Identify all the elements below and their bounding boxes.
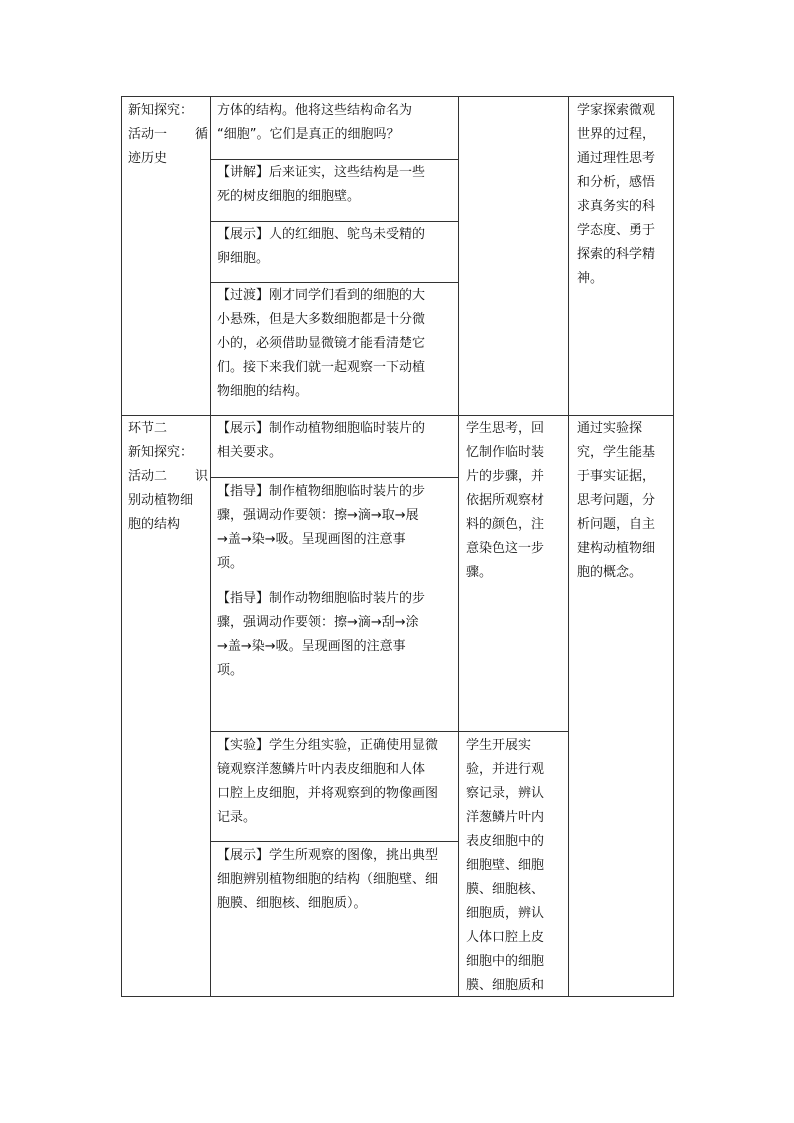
cell-divider <box>458 731 568 732</box>
text-line: 细胞质，辨认 <box>466 906 545 921</box>
text-line: 卵细胞。 <box>217 251 270 266</box>
text-line: 探索的科学精 <box>577 247 656 262</box>
text-line: 小的，必须借助显微镜才能看清楚它 <box>217 336 426 351</box>
cell-divider <box>210 841 458 842</box>
section-line: 别动植物细 <box>128 493 194 508</box>
text-line: 思考问题，分 <box>577 493 656 508</box>
text-line: 胞膜、细胞核、细胞质）。 <box>217 896 367 911</box>
text-line: 细胞辨别植物细胞的结构（细胞壁、细 <box>217 872 439 887</box>
text-line: 膜、细胞核、 <box>466 882 545 897</box>
section-line <box>128 465 208 489</box>
text-line: 相关要求。 <box>217 445 283 460</box>
text-line: 物细胞的结构。 <box>217 384 309 399</box>
text-line: 察记录，辨认 <box>466 786 545 801</box>
text-line: 【过渡】刚才同学们看到的细胞的大 <box>217 288 426 303</box>
teacher-activity-block <box>217 480 453 576</box>
text-line: 小悬殊，但是大多数细胞都是十分微 <box>217 312 426 327</box>
text-line: 洋葱鳞片叶内 <box>466 810 545 825</box>
text-line: 【实验】学生分组实验，正确使用显微 <box>217 738 439 753</box>
text-line: 【展示】学生所观察的图像，挑出典型 <box>217 848 439 863</box>
text-line: 世界的过程， <box>577 127 656 142</box>
column-divider-1 <box>210 97 211 996</box>
section-line: 新知探究： <box>128 103 194 118</box>
teacher-activity-block <box>217 223 453 271</box>
text-line: 项。 <box>217 663 244 678</box>
teacher-activity-block <box>217 284 453 404</box>
text-line: 口腔上皮细胞，并将观察到的物像画图 <box>217 786 439 801</box>
text-line: 意染色这一步 <box>466 541 545 556</box>
text-line: 学态度、勇于 <box>577 223 656 238</box>
text-line: 项。 <box>217 556 244 571</box>
text-line: 学家探索微观 <box>577 103 656 118</box>
text-line: 们。接下来我们就一起观察一下动植 <box>217 360 426 375</box>
cell-divider <box>210 221 458 222</box>
activity-label: 活动一 <box>128 127 168 142</box>
section-line: 环节二 <box>128 421 168 436</box>
cell-divider <box>210 159 458 160</box>
text-line: 和分析，感悟 <box>577 175 656 190</box>
text-line: 料的颜色，注 <box>466 517 545 532</box>
section-line <box>128 123 208 147</box>
text-line: 学生开展实 <box>466 738 532 753</box>
student-activity-block <box>466 417 564 585</box>
text-line: 细胞中的细胞 <box>466 954 545 969</box>
section-line: 新知探究： <box>128 445 194 460</box>
row2-section-label <box>128 417 208 537</box>
text-line: 究，学生能基 <box>577 445 656 460</box>
cell-divider <box>210 731 458 732</box>
text-line: 骤，强调动作要领：擦→滴→刮→涂 <box>217 615 419 630</box>
text-line: 骤，强调动作要领：擦→滴→取→展 <box>217 508 419 523</box>
text-line: 细胞壁、细胞 <box>466 858 545 873</box>
text-line: 方体的结构。他将这些结构命名为 <box>217 103 413 118</box>
design-intent-block <box>577 99 669 291</box>
text-line: 【讲解】后来证实，这些结构是一些 <box>217 165 426 180</box>
text-line: 【指导】制作动物细胞临时装片的步 <box>217 591 426 606</box>
text-line: 通过实验探 <box>577 421 643 436</box>
cell-divider <box>210 282 458 283</box>
text-line: 验，并进行观 <box>466 762 545 777</box>
text-line: 膜、细胞质和 <box>466 978 545 993</box>
activity-label: 循 <box>194 127 208 142</box>
text-line: 建构动植物细 <box>577 541 656 556</box>
text-line: 忆制作临时装 <box>466 445 545 460</box>
teacher-activity-block <box>217 99 453 147</box>
teacher-activity-block <box>217 587 453 683</box>
activity-label: 活动二 <box>128 469 168 484</box>
text-line: 死的树皮细胞的细胞壁。 <box>217 189 361 204</box>
text-line: 人体口腔上皮 <box>466 930 545 945</box>
teacher-activity-block <box>217 161 453 209</box>
column-divider-3 <box>568 97 569 996</box>
text-line: 学生思考，回 <box>466 421 545 436</box>
text-line: 【展示】制作动植物细胞临时装片的 <box>217 421 426 436</box>
teacher-activity-block <box>217 417 453 465</box>
text-line: 片的步骤，并 <box>466 469 545 484</box>
text-line: 表皮细胞中的 <box>466 834 545 849</box>
text-line: 【展示】人的红细胞、鸵鸟未受精的 <box>217 227 426 242</box>
student-activity-block <box>466 734 564 998</box>
teacher-activity-block <box>217 844 453 916</box>
row-divider <box>122 415 673 416</box>
teacher-activity-block <box>217 734 453 830</box>
text-line: 【指导】制作植物细胞临时装片的步 <box>217 484 426 499</box>
text-line: →盖→染→吸。呈现画图的注意事 <box>217 639 406 654</box>
text-line: “细胞”。它们是真正的细胞吗？ <box>217 127 400 142</box>
text-line: 析问题，自主 <box>577 517 656 532</box>
text-line: 依据所观察材 <box>466 493 545 508</box>
text-line: →盖→染→吸。呈现画图的注意事 <box>217 532 406 547</box>
text-line: 镜观察洋葱鳞片叶内表皮细胞和人体 <box>217 762 426 777</box>
row1-section-label <box>128 99 208 171</box>
text-line: 胞的概念。 <box>577 565 643 580</box>
lesson-table <box>121 96 674 997</box>
activity-label: 识 <box>194 469 208 484</box>
cell-divider <box>210 477 458 478</box>
section-line: 胞的结构 <box>128 517 181 532</box>
section-line: 迹历史 <box>128 151 168 166</box>
text-line: 通过理性思考 <box>577 151 656 166</box>
text-line: 求真务实的科 <box>577 199 656 214</box>
text-line: 于事实证据， <box>577 469 656 484</box>
design-intent-block <box>577 417 669 585</box>
text-line: 记录。 <box>217 810 257 825</box>
text-line: 骤。 <box>466 565 493 580</box>
column-divider-2 <box>458 97 459 996</box>
text-line: 神。 <box>577 271 604 286</box>
